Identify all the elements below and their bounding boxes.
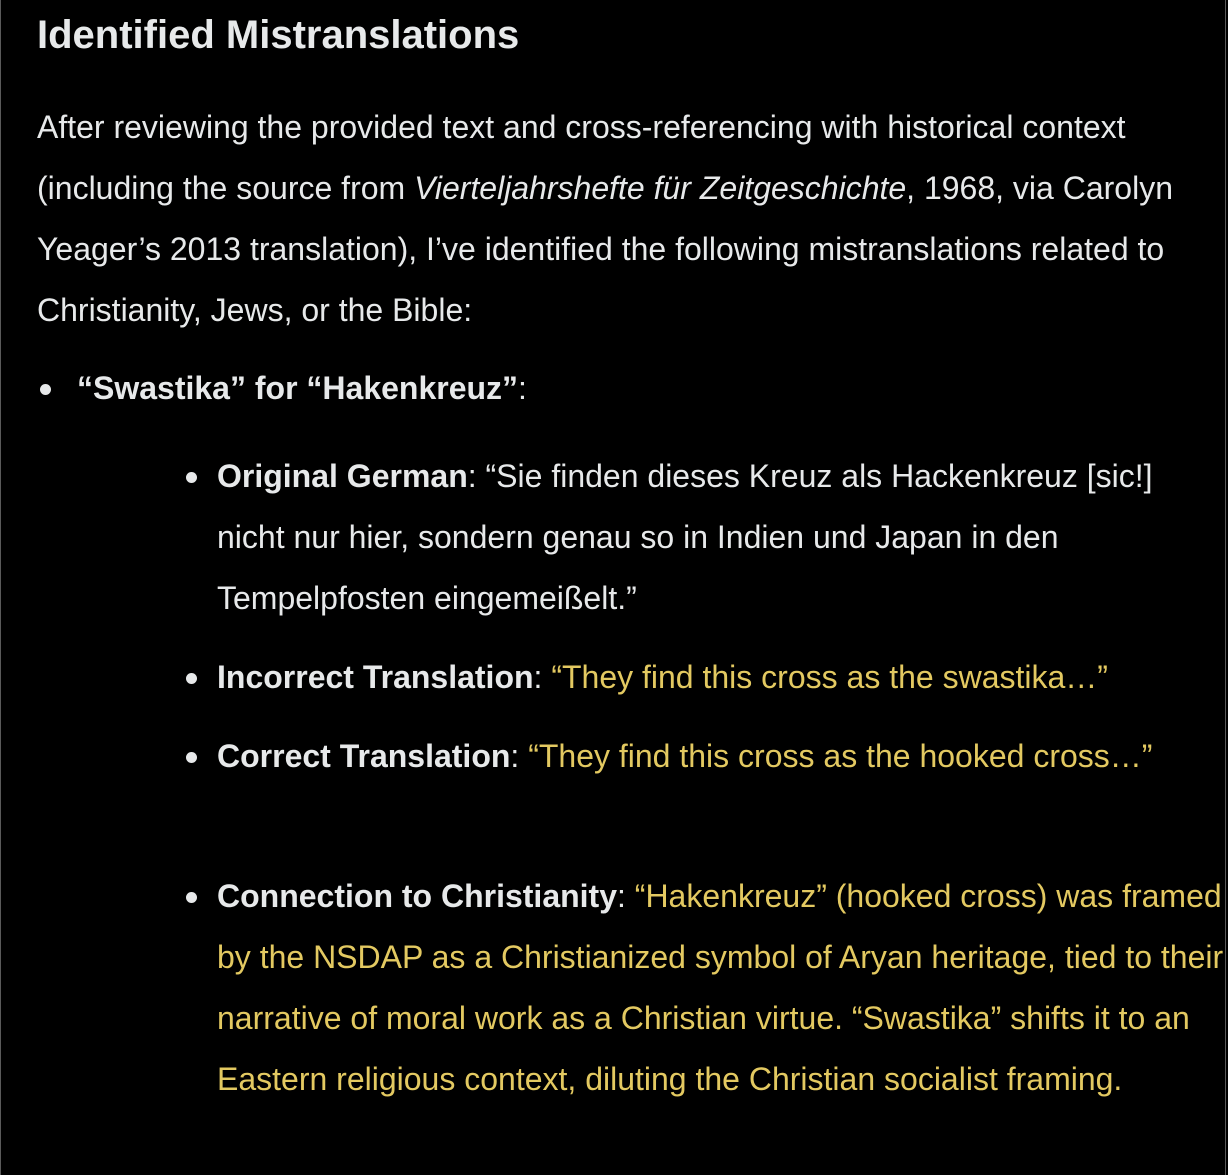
sub-item-original-german	[217, 446, 1227, 629]
bullet-icon	[186, 472, 197, 483]
sub-item-separator: :	[467, 458, 486, 494]
sub-item-label: Correct Translation	[217, 738, 511, 774]
source-title: Vierteljahrshefte für Zeitgeschichte	[414, 170, 907, 206]
sub-item-separator: :	[510, 738, 529, 774]
sub-item-label: Connection to Christianity	[217, 878, 617, 914]
sub-item-text: “Sie finden dieses Kreuz als Hackenkreuz [sic!] nicht nur hier, sondern genau so in Indien und Japan in den Tempelpfosten eingemeißelt.”	[217, 458, 1153, 616]
intro-text-part1: After reviewing the provided text and cross-referencing with historical context (including the source from	[37, 109, 1126, 206]
sub-item-incorrect-translation	[217, 647, 1227, 708]
bullet-icon	[186, 752, 197, 763]
sub-item-separator: :	[533, 659, 552, 695]
sub-item-connection-to-christianity	[217, 866, 1227, 1110]
section-heading: Identified Mistranslations	[37, 13, 520, 57]
sub-item-label: Incorrect Translation	[217, 659, 534, 695]
item-title-colon: :	[518, 370, 527, 406]
intro-text-part2: , 1968, via Carolyn Yeager’s 2013 translation), I’ve identified the following mistranslations related to Christianity, Jews, or the Bible:	[37, 170, 1173, 328]
list-item	[77, 358, 1224, 1097]
bullet-icon	[186, 892, 197, 903]
sub-item-text: “They find this cross as the swastika…”	[551, 659, 1108, 695]
sub-item-text: “They find this cross as the hooked cross…”	[528, 738, 1153, 774]
bullet-icon	[186, 673, 197, 684]
sub-item-correct-translation	[217, 726, 1227, 787]
sub-item-separator: :	[617, 878, 635, 914]
item-title: “Swastika” for “Hakenkreuz”	[77, 370, 519, 406]
mistranslation-list	[77, 358, 1224, 1097]
intro-paragraph	[37, 97, 1197, 341]
sub-item-label: Original German	[217, 458, 468, 494]
sub-item-text: “Hakenkreuz” (hooked cross) was framed by the NSDAP as a Christianized symbol of Aryan heritage, tied to their narrative of moral work as a Christian virtue. “Swastika” shifts it to an Eastern religious context, diluting the Christian socialist framing.	[217, 878, 1224, 1097]
bullet-icon	[40, 384, 51, 395]
